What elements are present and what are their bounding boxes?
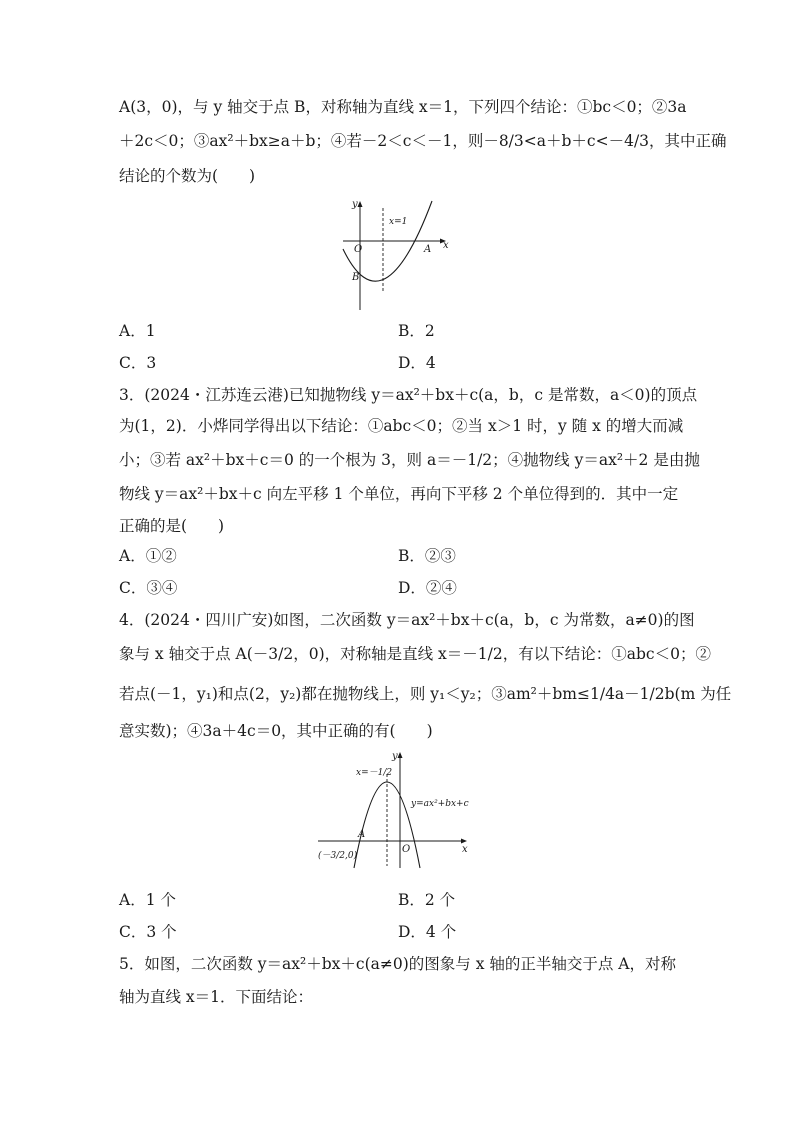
q2-origin-label: O [354,244,363,255]
q2-line-3: 结论的个数为( ) [119,167,256,185]
q2-y-label: y [352,199,358,210]
q3-line-3: 小；③若 ax²＋bx＋c＝0 的一个根为 3，则 a＝－1/2；④抛物线 y＝ax²＋2 是由抛 [119,451,700,469]
q2-point-a: A [424,244,432,255]
q2-axis-label: x=1 [389,217,408,227]
q4-axis-label: x=－1/2 [356,768,393,778]
q4-option-b[interactable]: B．2 个 [398,891,456,909]
q4-line-2: 象与 x 轴交于点 A(－3/2，0)，对称轴是直线 x＝－1/2，有以下结论：①abc＜0；② [119,645,711,663]
q5-line-1: 5．如图，二次函数 y＝ax²＋bx＋c(a≠0)的图象与 x 轴的正半轴交于点 A，对称 [119,955,676,973]
q3-line-2: 为(1，2)．小烨同学得出以下结论：①abc＜0；②当 x＞1 时，y 随 x 的增大而减 [119,417,684,435]
q2-option-b[interactable]: B．2 [398,322,435,340]
q2-option-a[interactable]: A．1 [119,322,156,340]
q4-option-c[interactable]: C．3 个 [119,923,177,941]
q3-line-1: 3．(2024・江苏连云港)已知抛物线 y＝ax²＋bx＋c(a，b，c 是常数，a＜0)的顶点 [119,386,698,404]
q2-line-1: A(3，0)，与 y 轴交于点 B，对称轴为直线 x＝1，下列四个结论：①bc＜0；②3a [119,98,687,116]
q3-line-5: 正确的是( ) [119,517,225,535]
q4-option-d[interactable]: D．4 个 [398,923,457,941]
q4-x-label: x [462,844,468,855]
q4-line-4: 意实数)；④3a＋4c＝0，其中正确的有( ) [119,722,433,740]
q4-parabola-figure [312,748,474,870]
q3-line-4: 物线 y＝ax²＋bx＋c 向左平移 1 个单位，再向下平移 2 个单位得到的．其中一定 [119,485,679,503]
q2-point-b: B [352,272,360,283]
q3-option-a[interactable]: A．①② [119,547,177,565]
q4-point-a: A [358,829,366,840]
q5-line-2: 轴为直线 x＝1．下面结论： [119,988,314,1006]
q2-line-2: ＋2c＜0；③ax²＋bx≥a＋b；④若－2＜c＜－1，则－8/3<a＋b＋c<－4/3，其中正确 [119,132,727,150]
q3-option-b[interactable]: B．②③ [398,547,456,565]
q4-point-a-coord: (－3/2,0) [318,851,358,861]
q4-option-a[interactable]: A．1 个 [119,891,176,909]
q4-origin-label: O [402,844,411,855]
q2-x-label: x [443,240,449,251]
q4-y-label: y [392,751,398,762]
q4-line-3: 若点(－1，y₁)和点(2，y₂)都在抛物线上，则 y₁＜y₂；③am²＋bm≤1/4a－1/2b(m 为任 [119,685,732,703]
q4-curve-label: y=ax²+bx+c [411,799,469,809]
q3-option-d[interactable]: D．②④ [398,579,457,597]
q4-line-1: 4．(2024・四川广安)如图，二次函数 y＝ax²＋bx＋c(a，b，c 为常数，a≠0)的图 [119,611,695,629]
q2-option-d[interactable]: D．4 [398,354,436,372]
q2-option-c[interactable]: C．3 [119,354,157,372]
q3-option-c[interactable]: C．③④ [119,579,178,597]
q2-parabola-figure [336,196,456,314]
